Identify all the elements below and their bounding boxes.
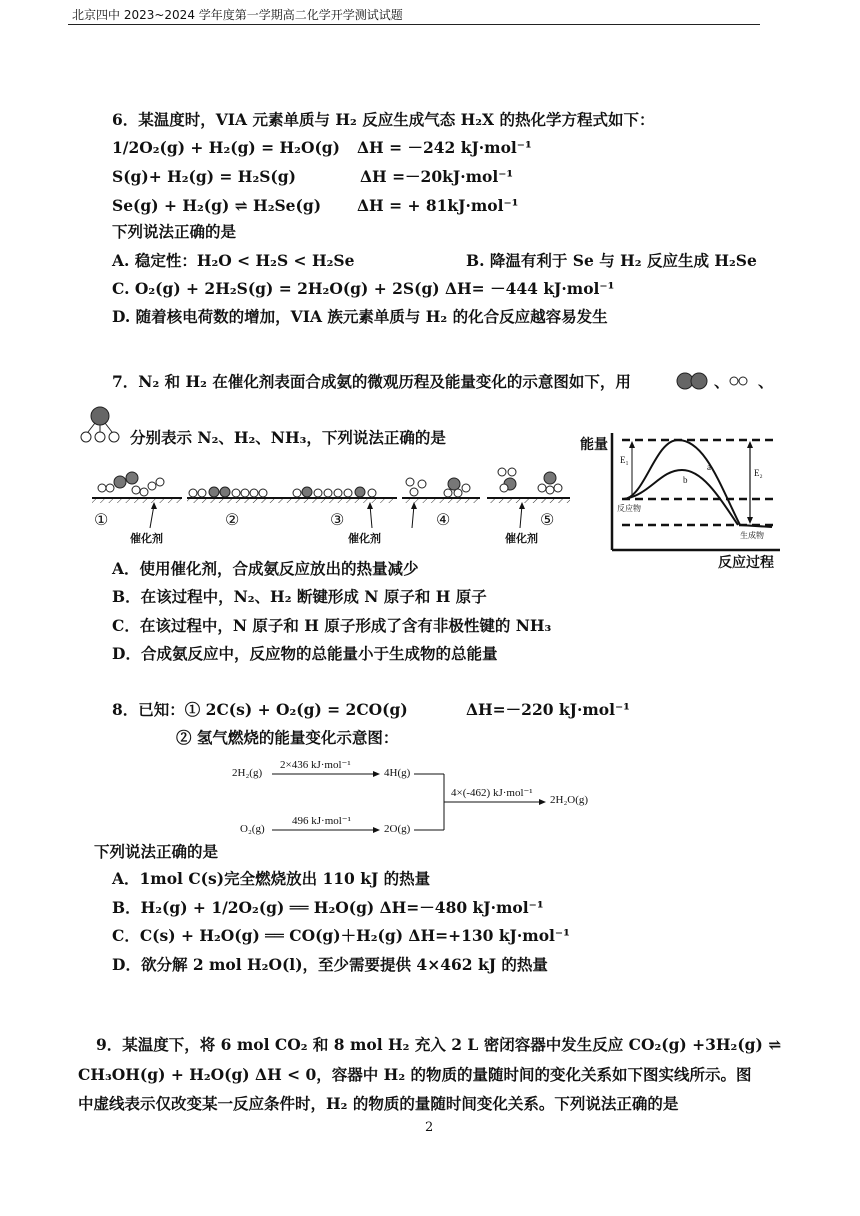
curve-b (624, 470, 738, 525)
surface-2-3 (187, 498, 397, 503)
step-label-5: ⑤ (540, 512, 555, 529)
surface-1 (92, 498, 182, 503)
catalyst-label-1: 催化剂 (130, 533, 163, 545)
q8-option-c: C．C(s) + H₂O(g) ══ CO(g)＋H₂(g) ΔH=+130 kJ·mol⁻¹ (112, 926, 570, 945)
q6-eq3: Se(g) + H₂(g) ⇌ H₂Se(g) (112, 196, 322, 215)
diag-h2-arrow-label: 2×436 kJ·mol⁻¹ (280, 759, 351, 771)
q6-option-d: D. 随着核电荷数的增加，VIA 族元素单质与 H₂ 的化合反应越容易发生 (112, 307, 608, 326)
reactant-label: 反应物 (617, 504, 641, 513)
diag-o2-arrow-label: 496 kJ·mol⁻¹ (292, 815, 351, 827)
catalyst-label-2: 催化剂 (348, 533, 381, 545)
q8-option-b: B．H₂(g) + 1/2O₂(g) ══ H₂O(g) ΔH=－480 kJ·mol⁻¹ (112, 898, 544, 917)
n2-molecule-icon (677, 373, 707, 389)
energy-profile-diagram (600, 425, 790, 565)
q7-stem: 7．N₂ 和 H₂ 在催化剂表面合成氨的微观历程及能量变化的示意图如下，用 (112, 372, 631, 391)
q6-eq1: 1/2O₂(g) + H₂(g) = H₂O(g) (112, 138, 340, 157)
page-number: 2 (425, 1120, 434, 1135)
nh3-molecule-icon (78, 404, 128, 444)
step-label-4: ④ (436, 512, 451, 529)
diag-2o: 2O(g) (384, 823, 411, 835)
q9-line-3: 中虚线表示仅改变某一反应条件时，H₂ 的物质的量随时间变化关系。下列说法正确的是 (78, 1094, 679, 1113)
q6-option-b: B. 降温有利于 Se 与 H₂ 反应生成 H₂Se (466, 251, 757, 270)
q6-dh3: ΔH = + 81kJ·mol⁻¹ (357, 196, 519, 215)
curve-a-label: a (707, 462, 711, 472)
q6-stem: 6．某温度时，VIA 元素单质与 H₂ 反应生成气态 H₂X 的热化学方程式如下： (112, 110, 655, 129)
diag-combine-label: 4×(-462) kJ·mol⁻¹ (451, 787, 533, 799)
q7-stem-2: 分别表示 N₂、H₂、NH₃，下列说法正确的是 (130, 428, 446, 447)
q7-option-d: D．合成氨反应中，反应物的总能量小于生成物的总能量 (112, 644, 498, 663)
q8-stem: 8．已知：① 2C(s) + O₂(g) = 2CO(g) (112, 700, 408, 719)
e2-label: E₂ (754, 468, 763, 478)
step-label-2: ② (225, 512, 240, 529)
surface-4 (402, 498, 480, 503)
q8-option-a: A．1mol C(s)完全燃烧放出 110 kJ 的热量 (112, 869, 431, 888)
q7-option-c: C．在该过程中，N 原子和 H 原子形成了含有非极性键的 NH₃ (112, 616, 552, 635)
e1-label: E₁ (620, 455, 629, 465)
header-rule (68, 24, 760, 25)
q7-option-a: A．使用催化剂，合成氨反应放出的热量减少 (112, 559, 419, 578)
q7-option-b: B．在该过程中，N₂、H₂ 断键形成 N 原子和 H 原子 (112, 587, 487, 606)
q9-line-2: CH₃OH(g) + H₂O(g) ΔH < 0，容器中 H₂ 的物质的量随时间的变化关系如下图实线所示。图 (78, 1065, 752, 1084)
diag-2h2o: 2H₂O(g) (550, 794, 589, 806)
catalyst-label-3: 催化剂 (505, 533, 538, 545)
q8-dh: ΔH=－220 kJ·mol⁻¹ (466, 700, 630, 719)
q8-option-d: D．欲分解 2 mol H₂O(l)，至少需要提供 4×462 kJ 的热量 (112, 955, 548, 974)
q6-option-c: C. O₂(g) + 2H₂S(g) = 2H₂O(g) + 2S(g) ΔH= －444 kJ·mol⁻¹ (112, 279, 615, 298)
h2-molecule-icon (730, 377, 747, 385)
q9-line-1: 9．某温度下，将 6 mol CO₂ 和 8 mol H₂ 充入 2 L 密闭容器中发生反应 CO₂(g) +3H₂(g) ⇌ (96, 1035, 782, 1054)
step-label-1: ① (94, 512, 109, 529)
diag-2h2: 2H₂(g) (232, 767, 263, 779)
energy-axis-label: 能量 (580, 437, 608, 453)
q6-prompt: 下列说法正确的是 (112, 222, 237, 241)
q7-stem-separator-1: 、 (714, 372, 730, 391)
q6-dh2: ΔH =－20kJ·mol⁻¹ (360, 167, 514, 186)
q6-option-a: A. 稳定性：H₂O < H₂S < H₂Se (112, 251, 355, 270)
q7-stem-separator-2: 、 (758, 372, 774, 391)
hydrogen-combustion-diagram (262, 760, 562, 840)
surface-5 (487, 498, 570, 503)
diag-4h: 4H(g) (384, 767, 411, 779)
process-axis-label: 反应过程 (718, 555, 774, 571)
q8-prompt: 下列说法正确的是 (94, 842, 219, 861)
step-label-3: ③ (330, 512, 345, 529)
diag-o2: O₂(g) (240, 823, 265, 835)
q6-eq2: S(g)+ H₂(g) = H₂S(g) (112, 167, 296, 186)
product-label: 生成物 (740, 531, 764, 540)
q8-sub-2: ② 氢气燃烧的能量变化示意图： (176, 728, 399, 747)
curve-b-label: b (683, 475, 688, 485)
q6-dh1: ΔH = －242 kJ·mol⁻¹ (357, 138, 532, 157)
page-header: 北京四中 2023~2024 学年度第一学期高二化学开学测试试题 (72, 8, 403, 22)
